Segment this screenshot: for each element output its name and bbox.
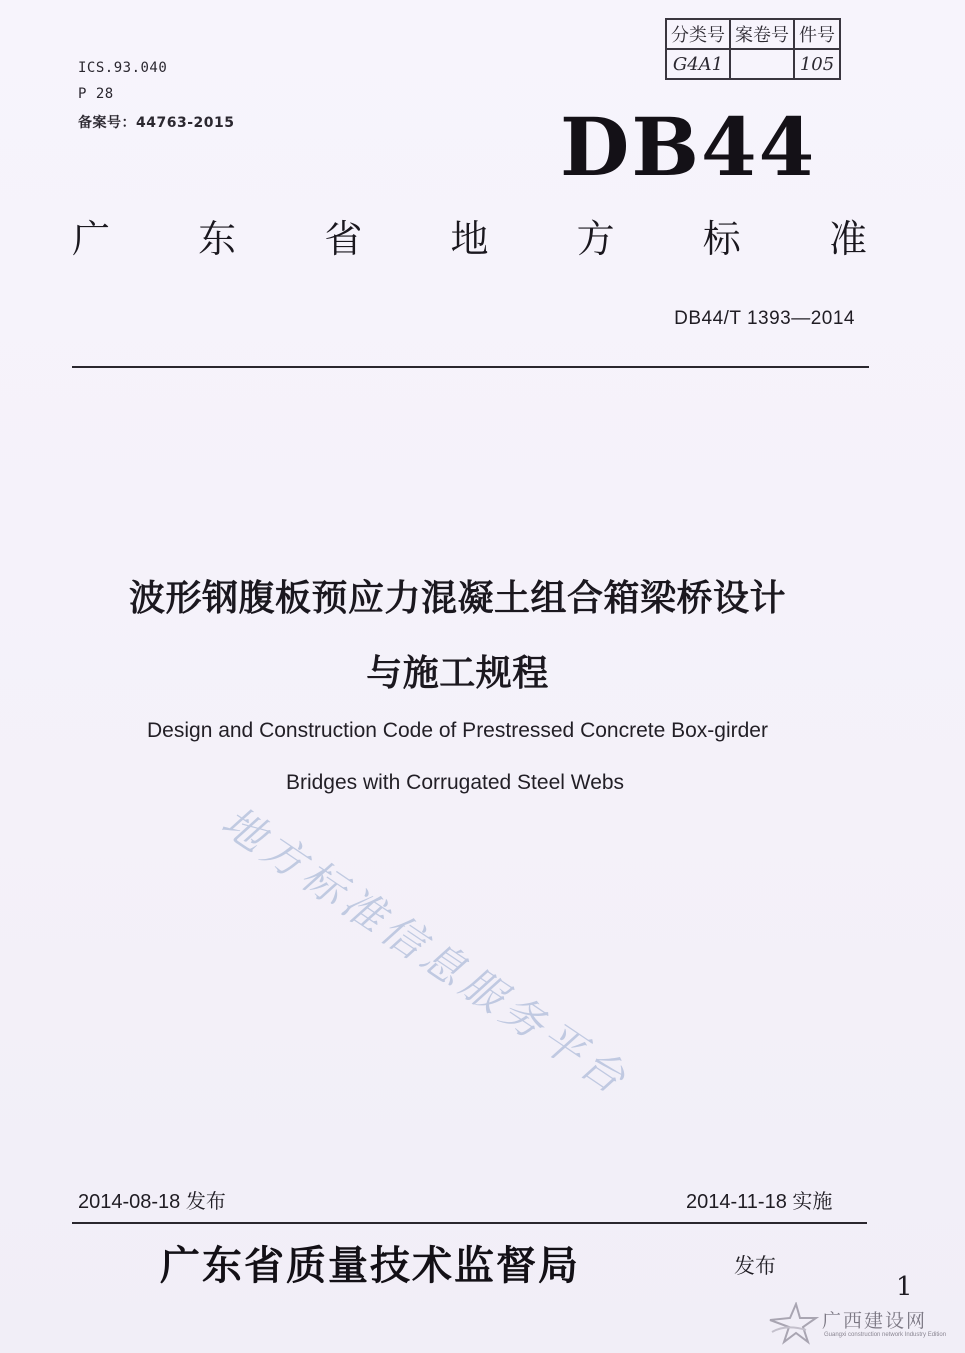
standard-type-heading [72, 208, 867, 263]
standard-type-char: 省 [324, 217, 363, 261]
bottom-divider [72, 1222, 867, 1224]
standard-mark: DB44 [560, 100, 817, 194]
top-divider [72, 366, 869, 368]
site-english-name: Guangxi construction network Industry Edition [824, 1332, 947, 1338]
archive-header-item: 件号 [794, 19, 840, 49]
title-english-line-2: Bridges with Corrugated Steel Webs [285, 771, 625, 794]
standard-type-char: 广 [72, 217, 111, 261]
record-number: 备案号：44763-2015 [78, 115, 235, 131]
title-english-line-1: Design and Construction Code of Prestressed Concrete Box-girder [147, 719, 768, 742]
archive-header-volume: 案卷号 [730, 19, 794, 49]
site-name: 广西建设网 [822, 1310, 928, 1332]
issuing-authority: 广东省质量技术监督局 [160, 1242, 580, 1289]
star-icon [766, 1302, 822, 1346]
archive-value-volume [730, 49, 794, 79]
standard-code: DB44/T 1393—2014 [674, 308, 855, 329]
title-chinese-line-2: 与施工规程 [366, 653, 549, 694]
title-chinese-line-1: 波形钢腹板预应力混凝土组合箱梁桥设计 [128, 578, 786, 619]
issue-date: 2014-08-18 发布 [78, 1191, 226, 1213]
archive-header-category: 分类号 [666, 19, 730, 49]
page-number: 1 [896, 1272, 913, 1302]
site-logo [766, 1302, 958, 1346]
standard-type-char: 准 [828, 217, 867, 261]
standard-type-char: 地 [450, 217, 489, 261]
watermark-text: 地方标准信息服务平台 [213, 796, 639, 1106]
archive-stamp-table [665, 18, 841, 80]
implementation-date: 2014-11-18 实施 [686, 1191, 833, 1213]
ics-code: ICS.93.040 [78, 60, 168, 76]
archive-value-category: G4A1 [666, 49, 730, 79]
p-classification: P 28 [78, 86, 114, 102]
archive-value-item: 105 [794, 49, 840, 79]
standard-type-char: 东 [198, 217, 237, 261]
standard-type-char: 方 [576, 217, 615, 261]
issuer-suffix: 发布 [734, 1254, 776, 1278]
standard-type-char: 标 [702, 217, 741, 261]
